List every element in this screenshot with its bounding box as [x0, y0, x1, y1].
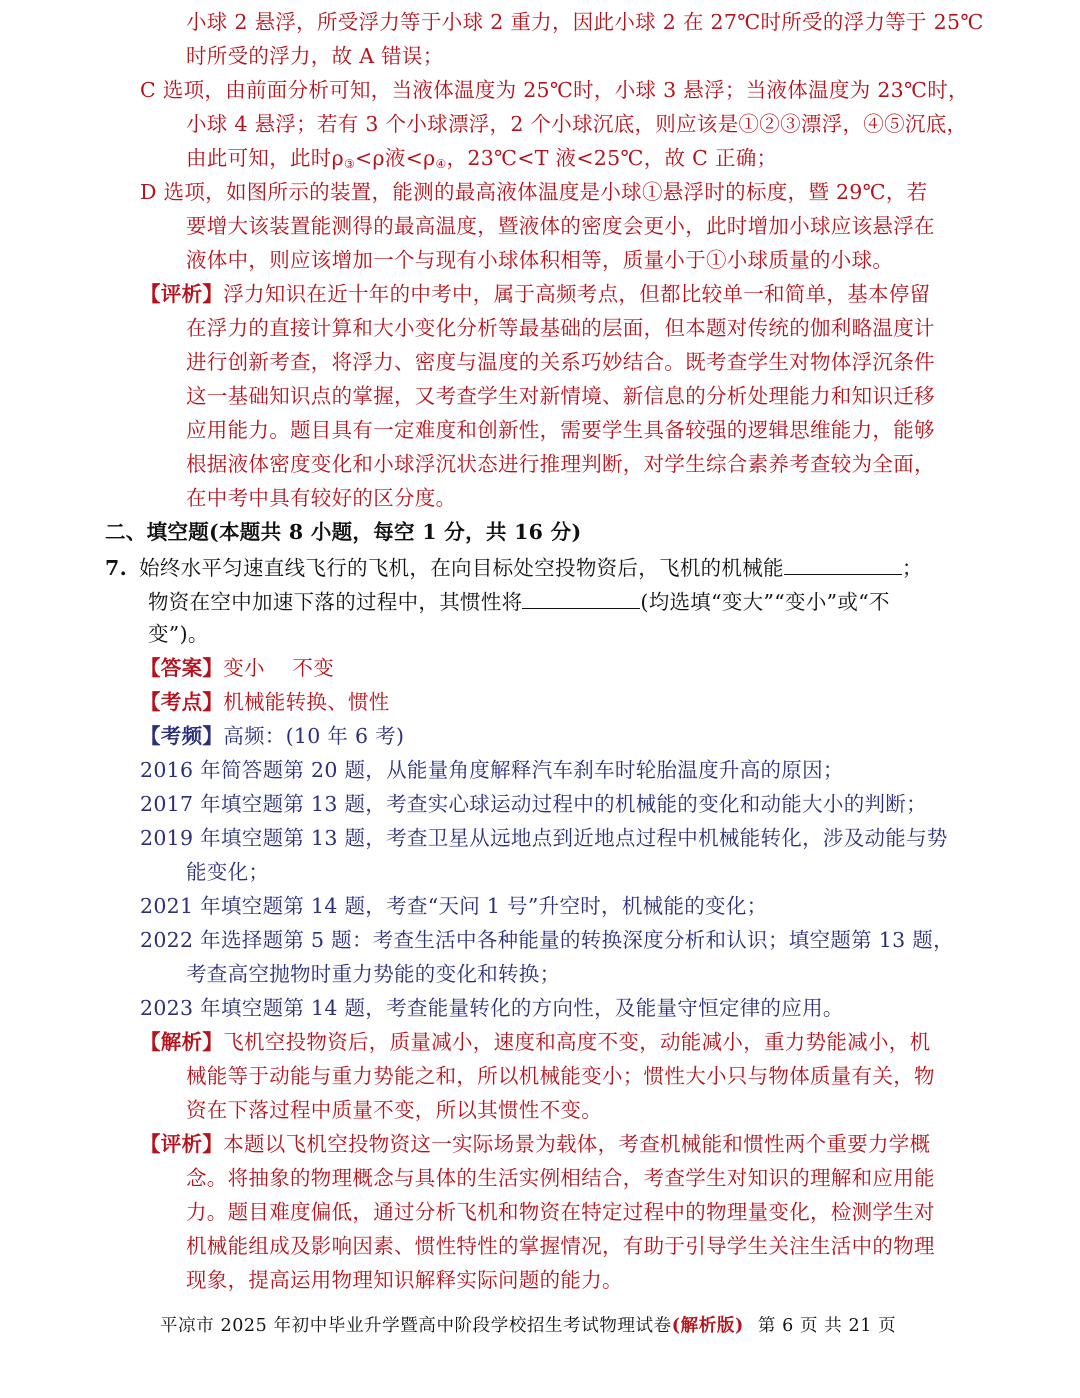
- footer-edition: (解析版): [671, 1316, 744, 1336]
- option-d-analysis: 液体中，则应该增加一个与现有小球体积相等，质量小于①小球质量的小球。: [186, 248, 894, 272]
- comment-tag: 【评析】: [140, 282, 224, 306]
- answer-blank-1: [784, 552, 902, 575]
- comment-text: 本题以飞机空投物资这一实际场景为载体，考查机械能和惯性两个重要力学概: [223, 1132, 931, 1156]
- history-item-cont: 考查高空抛物时重力势能的变化和转换；: [186, 962, 561, 986]
- history-item: 2016 年简答题第 20 题，从能量角度解释汽车刹车时轮胎温度升高的原因；: [140, 758, 844, 782]
- exam-point-row: [140, 688, 390, 716]
- history-item: 2021 年填空题第 14 题，考查“天问 1 号”升空时，机械能的变化；: [140, 894, 768, 918]
- frequency-text: 高频：(10 年 6 考): [223, 724, 405, 748]
- option-c-analysis: C 选项，由前面分析可知，当液体温度为 25℃时，小球 3 悬浮；当液体温度为 23℃时，: [140, 78, 969, 102]
- solution-text: 飞机空投物资后，质量减小，速度和高度不变，动能减小，重力势能减小，机: [223, 1030, 931, 1054]
- comment-line: 在浮力的直接计算和大小变化分析等最基础的层面，但本题对传统的伽利略温度计: [186, 316, 935, 340]
- question-text: ；: [901, 556, 923, 580]
- subscript: ③: [343, 157, 356, 171]
- comment-line: 进行创新考查，将浮力、密度与温度的关系巧妙结合。既考查学生对物体浮沉条件: [186, 350, 935, 374]
- comment-line: 根据液体密度变化和小球浮沉状态进行推理判断，对学生综合素养考查较为全面，: [186, 452, 935, 476]
- history-item-cont: 能变化；: [186, 860, 270, 884]
- section-heading: 二、填空题(本题共 8 小题，每空 1 分，共 16 分): [105, 520, 582, 544]
- comment-line: 念。将抽象的物理概念与具体的生活实例相结合，考查学生对知识的理解和应用能: [186, 1166, 935, 1190]
- comment-line: 应用能力。题目具有一定难度和创新性，需要学生具备较强的逻辑思维能力，能够: [186, 418, 935, 442]
- frequency-row: [140, 722, 404, 750]
- comment-line: 在中考中具有较好的区分度。: [186, 486, 457, 510]
- analysis-line: 小球 2 悬浮，所受浮力等于小球 2 重力，因此小球 2 在 27℃时所受的浮力等于 25℃: [186, 10, 984, 34]
- footer-page-number: 第 6 页 共 21 页: [757, 1316, 897, 1336]
- comment-row: [140, 1130, 930, 1158]
- answer-text: 变小 不变: [223, 656, 335, 680]
- comment-block: [140, 280, 930, 308]
- question-7-stem: [148, 586, 890, 616]
- answer-blank-2: [522, 586, 640, 609]
- question-text: (均选填“变大”“变小”或“不: [640, 590, 890, 614]
- history-item: 2017 年填空题第 13 题，考查实心球运动过程中的机械能的变化和动能大小的判断；: [140, 792, 927, 816]
- history-item: 2023 年填空题第 14 题，考查能量转化的方向性，及能量守恒定律的应用。: [140, 996, 844, 1020]
- option-c-analysis: 小球 4 悬浮；若有 3 个小球漂浮，2 个小球沉底，则应该是①②③漂浮，④⑤沉底，: [186, 112, 968, 136]
- text: ，23℃<T 液<25℃，故 C 正确；: [446, 146, 778, 170]
- analysis-line: 时所受的浮力，故 A 错误；: [186, 44, 444, 68]
- page-footer: [160, 1312, 896, 1337]
- exam-point-text: 机械能转换、惯性: [223, 690, 390, 714]
- comment-line: 机械能组成及影响因素、惯性特性的掌握情况，有助于引导学生关注生活中的物理: [186, 1234, 935, 1258]
- text: 由此可知，此时ρ: [186, 146, 344, 170]
- answer-row: [140, 654, 334, 682]
- solution-row: [140, 1028, 930, 1056]
- footer-title: 平凉市 2025 年初中毕业升学暨高中阶段学校招生考试物理试卷: [160, 1316, 672, 1336]
- subscript: ④: [435, 157, 447, 171]
- option-d-analysis: 要增大该装置能测得的最高温度，暨液体的密度会更小，此时增加小球应该悬浮在: [186, 214, 935, 238]
- comment-tag: 【评析】: [140, 1132, 224, 1156]
- question-7-stem: 变”)。: [148, 622, 209, 646]
- option-c-analysis: [186, 144, 777, 178]
- question-number: 7.: [105, 556, 128, 580]
- text: <ρ液<ρ: [355, 146, 436, 170]
- solution-line: 资在下落过程中质量不变，所以其惯性不变。: [186, 1098, 602, 1122]
- exam-point-tag: 【考点】: [140, 690, 224, 714]
- option-d-analysis: D 选项，如图所示的装置，能测的最高液体温度是小球①悬浮时的标度，暨 29℃，若: [140, 180, 928, 204]
- solution-line: 械能等于动能与重力势能之和，所以机械能变小；惯性大小只与物体质量有关，物: [186, 1064, 935, 1088]
- comment-text: 浮力知识在近十年的中考中，属于高频考点，但都比较单一和简单，基本停留: [223, 282, 931, 306]
- question-7-stem: [105, 552, 923, 582]
- comment-line: 现象，提高运用物理知识解释实际问题的能力。: [186, 1268, 623, 1292]
- answer-tag: 【答案】: [140, 656, 224, 680]
- history-item: 2019 年填空题第 13 题，考查卫星从远地点到近地点过程中机械能转化，涉及动能与势: [140, 826, 948, 850]
- question-text: 物资在空中加速下落的过程中，其惯性将: [148, 590, 523, 614]
- frequency-tag: 【考频】: [140, 724, 224, 748]
- solution-tag: 【解析】: [140, 1030, 224, 1054]
- comment-line: 力。题目难度偏低，通过分析飞机和物资在特定过程中的物理量变化，检测学生对: [186, 1200, 935, 1224]
- history-item: 2022 年选择题第 5 题：考查生活中各种能量的转换深度分析和认识；填空题第 13 题，: [140, 928, 954, 952]
- question-text: 始终水平匀速直线飞行的飞机，在向目标处空投物资后，飞机的机械能: [139, 556, 784, 580]
- comment-line: 这一基础知识点的掌握，又考查学生对新情境、新信息的分析处理能力和知识迁移: [186, 384, 935, 408]
